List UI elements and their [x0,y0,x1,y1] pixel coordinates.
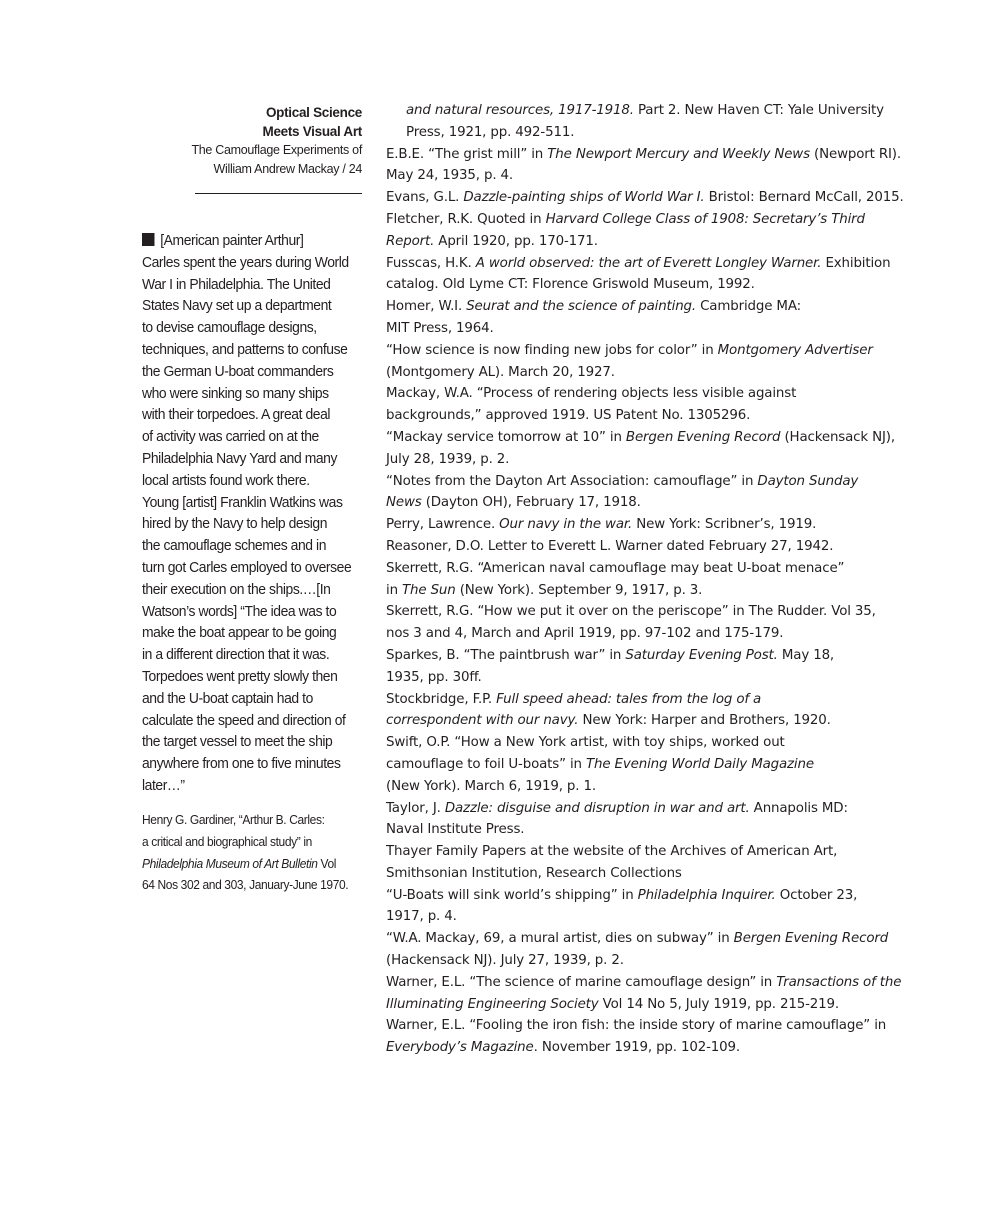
reference-continuation [386,754,936,776]
reference-entry [386,471,936,515]
square-bullet-icon [142,233,154,246]
reference-text: Part 2. New Haven CT: Yale University [633,103,884,118]
quote-line: local artists found work there. [142,472,310,489]
reference-text: Mackay, W.A. “Process of rendering objects less visible against [386,386,797,402]
citation-line: 64 Nos 302 and 303, January-June 1970. [142,878,349,893]
reference-title: The Evening World Daily Magazine [586,756,814,772]
reference-title: Bergen Evening Record [733,931,889,947]
reference-continuation [386,580,936,602]
reference-text: E.B.E. “The grist mill” in [386,146,548,162]
reference-continuation [386,362,936,384]
reference-entry [386,689,936,733]
reference-entry [386,601,936,645]
reference-text: Cambridge MA: [696,299,801,315]
reference-text: Smithsonian Institution, Research Collections [386,865,682,881]
sidebar-quote [142,231,355,798]
header-subtitle-line-1: The Camouflage Experiments of [191,143,362,157]
reference-title: News [386,495,422,511]
reference-text: (Dayton OH), February 17, 1918. [421,495,641,511]
reference-text: Naval Institute Press. [386,822,525,838]
reference-entry [386,383,936,427]
quote-line: who were sinking so many ships [142,385,329,402]
reference-text: Swift, O.P. “How a New York artist, with toy ships, worked out [386,735,785,751]
quote-line: [American painter Arthur] [160,233,304,249]
reference-text: Warner, E.L. “Fooling the iron fish: the inside story of marine camouflage” in [386,1018,887,1034]
reference-continuation [386,231,936,253]
quote-citation [142,810,355,897]
reference-entry [386,296,936,340]
header-title-line-1: Optical Science [265,105,362,120]
quote-line: to devise camouflage designs, [142,320,317,337]
reference-title: Dazzle-painting ships of World War I. [463,190,705,206]
reference-title: Seurat and the science of painting. [466,299,696,315]
reference-title: Philadelphia Inquirer. [637,887,776,903]
quote-line: and the U-boat captain had to [142,690,313,707]
reference-text: (Newport RI). [809,146,901,162]
reference-text: Evans, G.L. [386,190,464,206]
reference-continuation [386,906,936,928]
reference-text: Skerrett, R.G. “American naval camouflage may beat U-boat menace” [386,560,845,576]
reference-title: Transactions of the [776,974,902,990]
reference-text: (New York). March 6, 1919, p. 1. [386,778,596,794]
reference-text: “U-Boats will sink world’s shipping” in [386,887,638,903]
reference-entry [386,144,936,188]
quote-line: hired by the Navy to help design [142,516,328,533]
reference-title: Dayton Sunday [757,473,859,489]
reference-text: Fletcher, R.K. Quoted in [386,211,546,227]
reference-text: “W.A. Mackay, 69, a mural artist, dies on subway” in [386,931,734,947]
reference-continuation [386,819,936,841]
reference-text: 1935, pp. 30ff. [386,669,482,685]
reference-entry [386,558,936,602]
reference-text: New York: Harper and Brothers, 1920. [578,713,831,729]
reference-text: “How science is now finding new jobs for color” in [386,342,718,358]
reference-continuation [406,100,936,122]
reference-entry [386,841,936,885]
reference-text: Fusscas, H.K. [386,255,476,271]
quote-line: Young [artist] Franklin Watkins was [142,494,343,511]
reference-text: Annapolis MD: [749,800,848,816]
reference-continuation [386,165,936,187]
reference-entry [386,536,936,558]
reference-entry [386,209,936,253]
reference-text: (Hackensack NJ). July 27, 1939, p. 2. [386,953,624,969]
reference-text: Stockbridge, F.P. [386,691,497,707]
quote-line: the camouflage schemes and in [142,538,327,555]
reference-entry [386,645,936,689]
quote-line: in a different direction that it was. [142,647,330,664]
reference-text: catalog. Old Lyme CT: Florence Griswold Museum, 1992. [386,277,755,293]
quote-line: anywhere from one to five minutes [142,756,341,773]
reference-continuation [386,449,936,471]
reference-text: October 23, [775,887,858,903]
quote-line: of activity was carried on at the [142,429,319,446]
reference-continuation [386,405,936,427]
reference-text: 1917, p. 4. [386,909,457,925]
quote-line: later…” [142,777,185,794]
reference-continuation [386,274,936,296]
reference-text: (Montgomery AL). March 20, 1927. [386,364,615,380]
reference-entry [386,885,936,929]
quote-line: Carles spent the years during World [142,254,349,271]
reference-text: MIT Press, 1964. [386,320,494,336]
reference-title: Everybody’s Magazine [386,1040,534,1056]
reference-entry [386,100,936,144]
reference-continuation [386,623,936,645]
reference-text: Vol 14 No 5, July 1919, pp. 215-219. [598,996,839,1012]
reference-title: Bergen Evening Record [625,429,781,445]
quote-line: War I in Philadelphia. The United [142,276,331,293]
header-rule [195,193,362,194]
reference-title: Dazzle: disguise and disruption in war and art. [444,800,750,816]
reference-text: “Mackay service tomorrow at 10” in [386,429,626,445]
quote-line: calculate the speed and direction of [142,712,346,729]
reference-text: New York: Scribner’s, 1919. [632,517,817,533]
reference-text: Reasoner, D.O. Letter to Everett L. Warner dated February 27, 1942. [386,538,834,554]
quote-line: with their torpedoes. A great deal [142,407,331,424]
reference-title: correspondent with our navy. [386,713,579,729]
reference-text: . November 1919, pp. 102-109. [533,1040,740,1056]
quote-line: techniques, and patterns to confuse [142,341,348,358]
reference-entry [386,972,936,1016]
reference-text: Skerrett, R.G. “How we put it over on the periscope” in The Rudder. Vol 35, [386,604,876,620]
reference-title: The Newport Mercury and Weekly News [547,146,810,162]
reference-text: July 28, 1939, p. 2. [386,451,510,467]
reference-text: Homer, W.I. [386,299,467,315]
bibliography-list [386,100,936,1059]
quote-line: the German U-boat commanders [142,363,334,380]
reference-text: April 1920, pp. 170-171. [434,233,598,249]
reference-text: Bristol: Bernard McCall, 2015. [704,190,904,206]
reference-title: Saturday Evening Post. [625,647,778,663]
reference-entry [386,514,936,536]
reference-text: backgrounds,” approved 1919. US Patent No. 1305296. [386,408,751,424]
reference-title: Report. [386,233,435,249]
citation-journal: Philadelphia Museum of Art Bulletin [142,856,318,871]
quote-line: States Navy set up a department [142,298,332,315]
quote-line: Watson’s words] “The idea was to [142,603,337,620]
reference-text: in [386,582,403,598]
reference-text: camouflage to foil U-boats” in [386,756,586,772]
reference-text: Perry, Lawrence. [386,517,500,533]
reference-continuation [386,863,936,885]
citation-line: a critical and biographical study” in [142,834,312,849]
reference-continuation [386,492,936,514]
reference-continuation [386,667,936,689]
reference-text: Sparkes, B. “The paintbrush war” in [386,647,626,663]
reference-title: Harvard College Class of 1908: Secretary’s Third [545,211,865,227]
quote-line: their execution on the ships.…[In [142,581,331,598]
reference-title: The Sun [402,582,456,598]
quote-line: turn got Carles employed to oversee [142,559,352,576]
reference-entry [386,187,936,209]
reference-entry [386,798,936,842]
reference-continuation [386,710,936,732]
reference-text: Press, 1921, pp. 492-511. [406,124,575,140]
quote-line: the target vessel to meet the ship [142,734,333,751]
reference-text: May 24, 1935, p. 4. [386,168,514,184]
reference-text: Warner, E.L. “The science of marine camouflage design” in [386,974,777,990]
reference-text: May 18, [777,647,835,663]
reference-title: Our navy in the war. [499,517,633,533]
reference-continuation [386,776,936,798]
quote-line: Philadelphia Navy Yard and many [142,450,338,467]
reference-title: Full speed ahead: tales from the log of a [496,691,762,707]
reference-text: Exhibition [821,255,891,271]
reference-entry [386,732,936,797]
header-title-line-2: Meets Visual Art [262,124,362,139]
reference-continuation [406,122,936,144]
reference-title: A world observed: the art of Everett Longley Warner. [475,255,822,271]
header-subtitle-line-2: William Andrew Mackay / 24 [213,162,362,176]
reference-entry [386,1015,936,1059]
reference-entry [386,427,936,471]
reference-text: (Hackensack NJ), [780,429,895,445]
reference-text: Thayer Family Papers at the website of the Archives of American Art, [386,844,838,860]
reference-continuation [386,1037,936,1059]
quote-line: make the boat appear to be going [142,625,337,642]
reference-text: (New York). September 9, 1917, p. 3. [455,582,703,598]
reference-text: Taylor, J. [386,800,445,816]
reference-continuation [386,318,936,340]
running-header [150,103,362,179]
reference-title: Montgomery Advertiser [717,342,873,358]
reference-title: Illuminating Engineering Society [386,996,599,1012]
citation-line: Henry G. Gardiner, “Arthur B. Carles: [142,813,325,827]
reference-continuation [386,994,936,1016]
reference-text: nos 3 and 4, March and April 1919, pp. 97-102 and 175-179. [386,626,784,642]
citation-line: Vol [317,856,337,871]
quote-line: Torpedoes went pretty slowly then [142,668,338,685]
reference-text: “Notes from the Dayton Art Association: camouflage” in [386,473,758,489]
reference-entry [386,340,936,384]
reference-title: and natural resources, 1917-1918. [406,103,634,118]
reference-entry [386,928,936,972]
reference-continuation [386,950,936,972]
reference-entry [386,253,936,297]
